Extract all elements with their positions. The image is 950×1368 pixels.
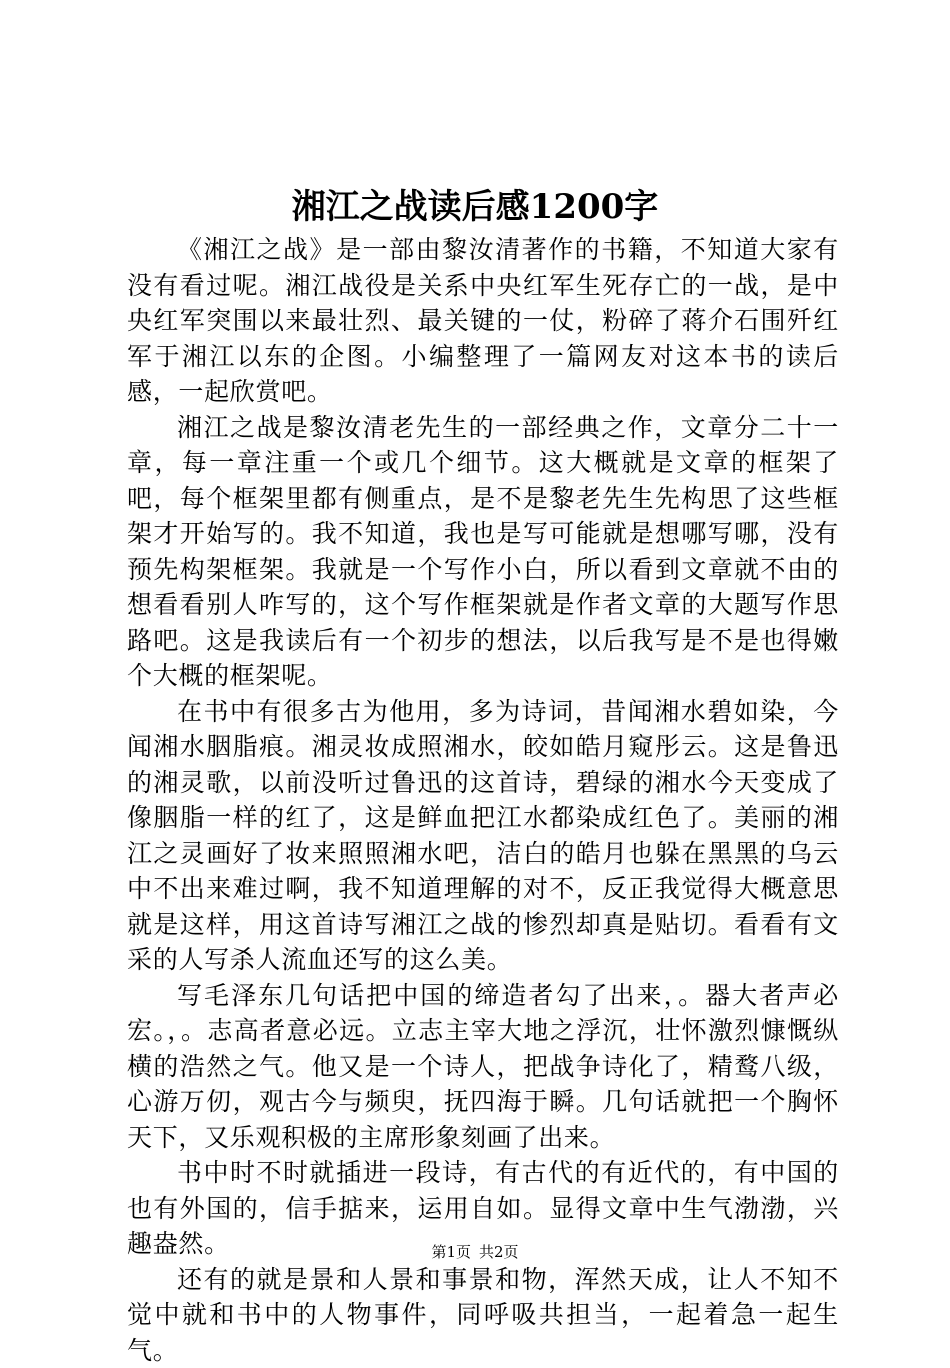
paragraph: 《湘江之战》是一部由黎汝清著作的书籍，不知道大家有没有看过呢。湘江战役是关系中央红军生死存亡的一战，是中央红军突围以来最壮烈、最关键的一仗，粉碎了蒋介石围歼红军于湘江以东的企图。小编整理了一篇网友对这本书的读后感，一起欣赏吧。 xyxy=(127,232,839,410)
page-footer xyxy=(0,1241,950,1263)
document-title: 湘江之战读后感1200字 xyxy=(0,183,950,231)
paragraph: 湘江之战是黎汝清老先生的一部经典之作，文章分二十一章，每一章注重一个或几个细节。这大概就是文章的框架了吧，每个框架里都有侧重点，是不是黎老先生先构思了这些框架才开始写的。我不知道，我也是写可能就是想哪写哪，没有预先构架框架。我就是一个写作小白，所以看到文章就不由的想看看别人咋写的，这个写作框架就是作者文章的大题写作思路吧。这是我读后有一个初步的想法，以后我写是不是也得嫩个大概的框架呢。 xyxy=(127,410,839,694)
page-number-total: 共2页 xyxy=(479,1243,519,1261)
paragraph: 在书中有很多古为他用，多为诗词，昔闻湘水碧如染，今闻湘水胭脂痕。湘灵妆成照湘水，皎如皓月窥彤云。这是鲁迅的湘灵歌，以前没听过鲁迅的这首诗，碧绿的湘水今天变成了像胭脂一样的红了，这是鲜血把江水都染成红色了。美丽的湘江之灵画好了妆来照照湘水吧，洁白的皓月也躲在黑黑的乌云中不出来难过啊，我不知道理解的对不，反正我觉得大概意思就是这样，用这首诗写湘江之战的惨烈却真是贴切。看看有文采的人写杀人流血还写的这么美。 xyxy=(127,694,839,978)
paragraph: 书中时不时就插进一段诗，有古代的有近代的，有中国的也有外国的，信手掂来，运用自如。显得文章中生气渤渤，兴趣盎然。 xyxy=(127,1155,839,1262)
document-body xyxy=(127,232,839,1368)
paragraph: 还有的就是景和人景和事景和物，浑然天成，让人不知不觉中就和书中的人物事件，同呼吸共担当，一起着急一起生气。 xyxy=(127,1262,839,1368)
paragraph: 写毛泽东几句话把中国的缔造者勾了出来，。器大者声必宏。，。志高者意必远。立志主宰大地之浮沉，壮怀激烈慷慨纵横的浩然之气。他又是一个诗人，把战争诗化了，精鹜八级，心游万仞，观古今与频臾，抚四海于瞬。几句话就把一个胸怀天下，又乐观积极的主席形象刻画了出来。 xyxy=(127,978,839,1156)
page-number-current: 第1页 xyxy=(431,1243,471,1261)
